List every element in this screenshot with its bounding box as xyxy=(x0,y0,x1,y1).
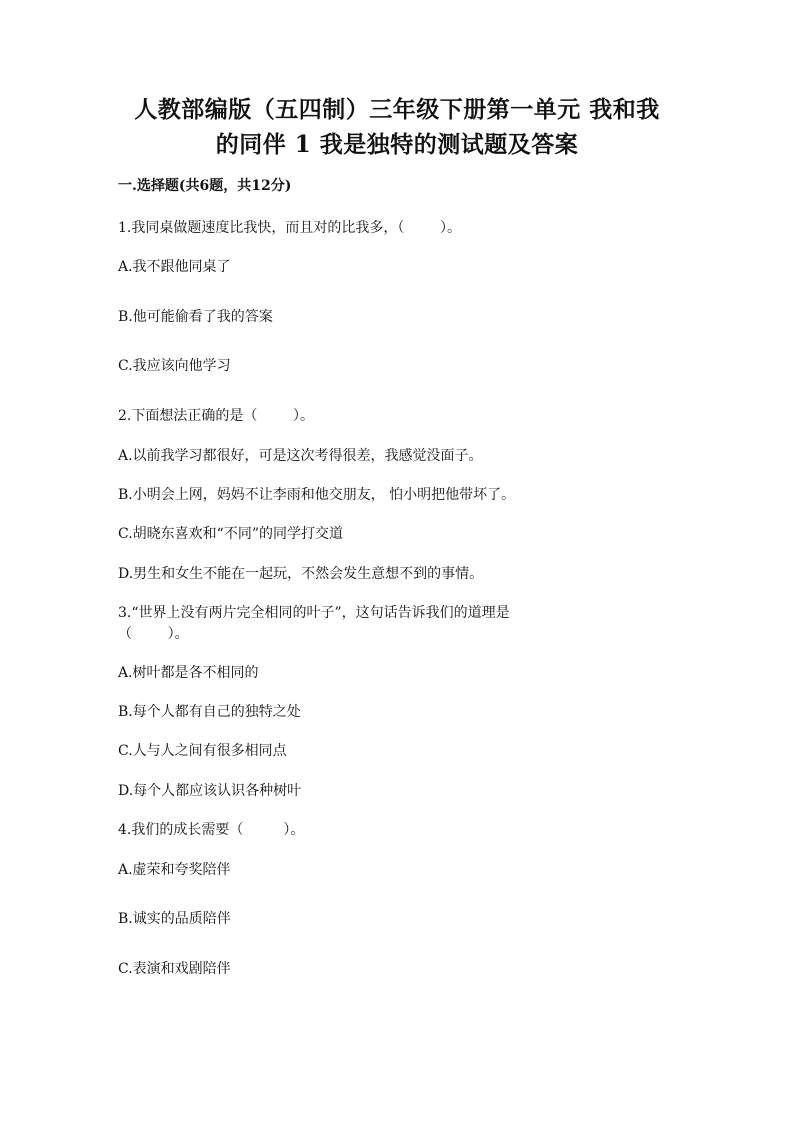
question-1-option-c: C.我应该向他学习 xyxy=(118,358,231,374)
question-4-option-c: C.表演和戏剧陪伴 xyxy=(118,961,231,977)
question-1-option-b: B.他可能偷看了我的答案 xyxy=(118,309,273,325)
question-3-option-d: D.每个人都应该认识各种树叶 xyxy=(118,783,302,799)
question-2-stem: 2.下面想法正确的是（ ）。 xyxy=(118,408,314,424)
question-2-option-d: D.男生和女生不能在一起玩，不然会发生意想不到的事情。 xyxy=(118,566,484,582)
document-title-line-1: 人教部编版（五四制）三年级下册第一单元 我和我 xyxy=(134,96,660,123)
question-4-stem: 4.我们的成长需要（ ）。 xyxy=(118,822,305,838)
question-3-stem-line-1: 3.“世界上没有两片完全相同的叶子”，这句话告诉我们的道理是 xyxy=(118,605,510,621)
question-1-option-a: A.我不跟他同桌了 xyxy=(118,259,231,275)
section-heading: 一.选择题(共6题，共12分) xyxy=(118,178,292,194)
question-3-stem-line-2: （ ）。 xyxy=(118,626,189,642)
question-3-option-c: C.人与人之间有很多相同点 xyxy=(118,743,287,759)
question-4-option-b: B.诚实的品质陪伴 xyxy=(118,911,231,927)
document-title-line-2: 的同伴 1 我是独特的测试题及答案 xyxy=(215,131,579,158)
question-3-option-a: A.树叶都是各不相同的 xyxy=(118,665,259,681)
question-4-option-a: A.虚荣和夸奖陪伴 xyxy=(118,862,231,878)
question-3-option-b: B.每个人都有自己的独特之处 xyxy=(118,704,301,720)
question-2-option-a: A.以前我学习都很好，可是这次考得很差，我感觉没面子。 xyxy=(118,448,483,464)
question-2-option-c: C.胡晓东喜欢和“不同”的同学打交道 xyxy=(118,526,343,542)
question-1-stem: 1.我同桌做题速度比我快，而且对的比我多，（ ）。 xyxy=(118,220,461,236)
question-2-option-b: B.小明会上网，妈妈不让李雨和他交朋友， 怕小明把他带坏了。 xyxy=(118,487,516,503)
